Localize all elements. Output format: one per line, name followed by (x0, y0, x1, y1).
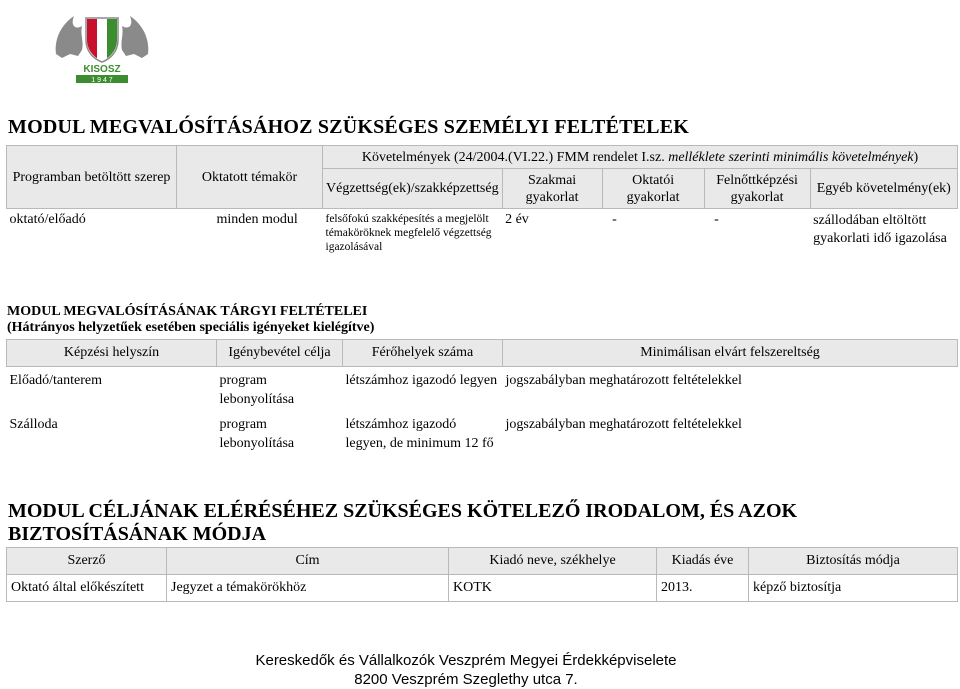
cell-place: Előadó/tanterem (9, 373, 103, 388)
cell-provision: képző biztosítja (749, 575, 958, 602)
cell-other: szállodában eltöltött gyakorlati idő igazolása (810, 209, 957, 273)
col-adult-header: Felnőttképzési gyakorlat (704, 169, 810, 209)
col-topic-header: Oktatott témakör (177, 146, 323, 209)
material-requirements-subtitle: (Hátrányos helyzetűek esetében speciális igényeket kielégítve) (7, 320, 375, 335)
requirements-header: Követelmények (24/2004.(VI.22.) FMM rendelet I.sz. melléklete szerinti minimális követelmények) (323, 146, 958, 169)
cell-place: Szálloda (9, 416, 58, 432)
col-other-header: Egyéb követelmény(ek) (810, 169, 957, 209)
cell-professional: 2 év (502, 209, 602, 273)
literature-title: MODUL CÉLJÁNAK ELÉRÉSÉHEZ SZÜKSÉGES KÖTELEZŐ IRODALOM, ÉS AZOK BIZTOSÍTÁSÁNAK MÓDJA (8, 500, 798, 545)
cell-year: 2013. (657, 575, 749, 602)
cell-author: Oktató által előkészített (7, 575, 167, 602)
cell-equipment: jogszabályban meghatározott feltételekkel (505, 373, 742, 388)
col-year-header: Kiadás éve (657, 548, 749, 575)
col-purpose-header: Igénybevétel célja (217, 340, 343, 367)
footer-address: 8200 Veszprém Szeglethy utca 7. (354, 671, 578, 688)
left-griffin-icon (56, 16, 83, 58)
table-row (7, 411, 958, 481)
right-griffin-icon (121, 16, 148, 58)
material-requirements-table (6, 339, 958, 481)
col-author-header: Szerző (7, 548, 167, 575)
col-role-header: Programban betöltött szerep (7, 146, 177, 209)
col-provision-header: Biztosítás módja (749, 548, 958, 575)
col-trainer-header: Oktatói gyakorlat (602, 169, 704, 209)
logo-text: KISOSZ (83, 64, 121, 75)
col-publisher-header: Kiadó neve, székhelye (449, 548, 657, 575)
material-requirements-title: MODUL MEGVALÓSÍTÁSÁNAK TÁRGYI FELTÉTELEI (7, 304, 368, 319)
cell-adult: - (704, 209, 810, 273)
cell-seats: létszámhoz igazodó legyen, de minimum 12 fő (345, 416, 494, 451)
col-place-header: Képzési helyszín (7, 340, 217, 367)
col-equipment-header: Minimálisan elvárt felszereltség (503, 340, 958, 367)
literature-table (6, 547, 958, 602)
cell-education: felsőfokú szakképesítés a megjelölt témaköröknek megfelelő végzettség igazolásával (323, 209, 503, 273)
col-professional-header: Szakmai gyakorlat (502, 169, 602, 209)
cell-role: oktató/előadó (7, 209, 177, 273)
cell-purpose: program lebonyolítása (219, 373, 295, 407)
table-row (7, 367, 958, 411)
cell-publisher: KOTK (449, 575, 657, 602)
logo-year: 1 9 4 7 (91, 77, 113, 84)
material-requirements-heading (7, 304, 374, 336)
footer-organization: Kereskedők és Vállalkozók Veszprém Megyei Érdekképviselete (255, 652, 677, 669)
col-education-header: Végzettség(ek)/szakképzettség (323, 169, 503, 209)
cell-seats: létszámhoz igazodó legyen (345, 373, 498, 388)
cell-equipment: jogszabályban meghatározott feltételekkel (505, 416, 742, 432)
col-title-header: Cím (167, 548, 449, 575)
col-seats-header: Férőhelyek száma (343, 340, 503, 367)
cell-purpose: program lebonyolítása (219, 416, 295, 451)
personal-requirements-table (6, 145, 958, 273)
kisosz-logo (52, 4, 152, 84)
cell-topic: minden modul (177, 209, 323, 273)
cell-title: Jegyzet a témakörökhöz (167, 575, 449, 602)
table-row (7, 575, 958, 602)
personal-requirements-title: MODUL MEGVALÓSÍTÁSÁHOZ SZÜKSÉGES SZEMÉLYI FELTÉTELEK (8, 116, 689, 138)
cell-trainer: - (602, 209, 704, 273)
